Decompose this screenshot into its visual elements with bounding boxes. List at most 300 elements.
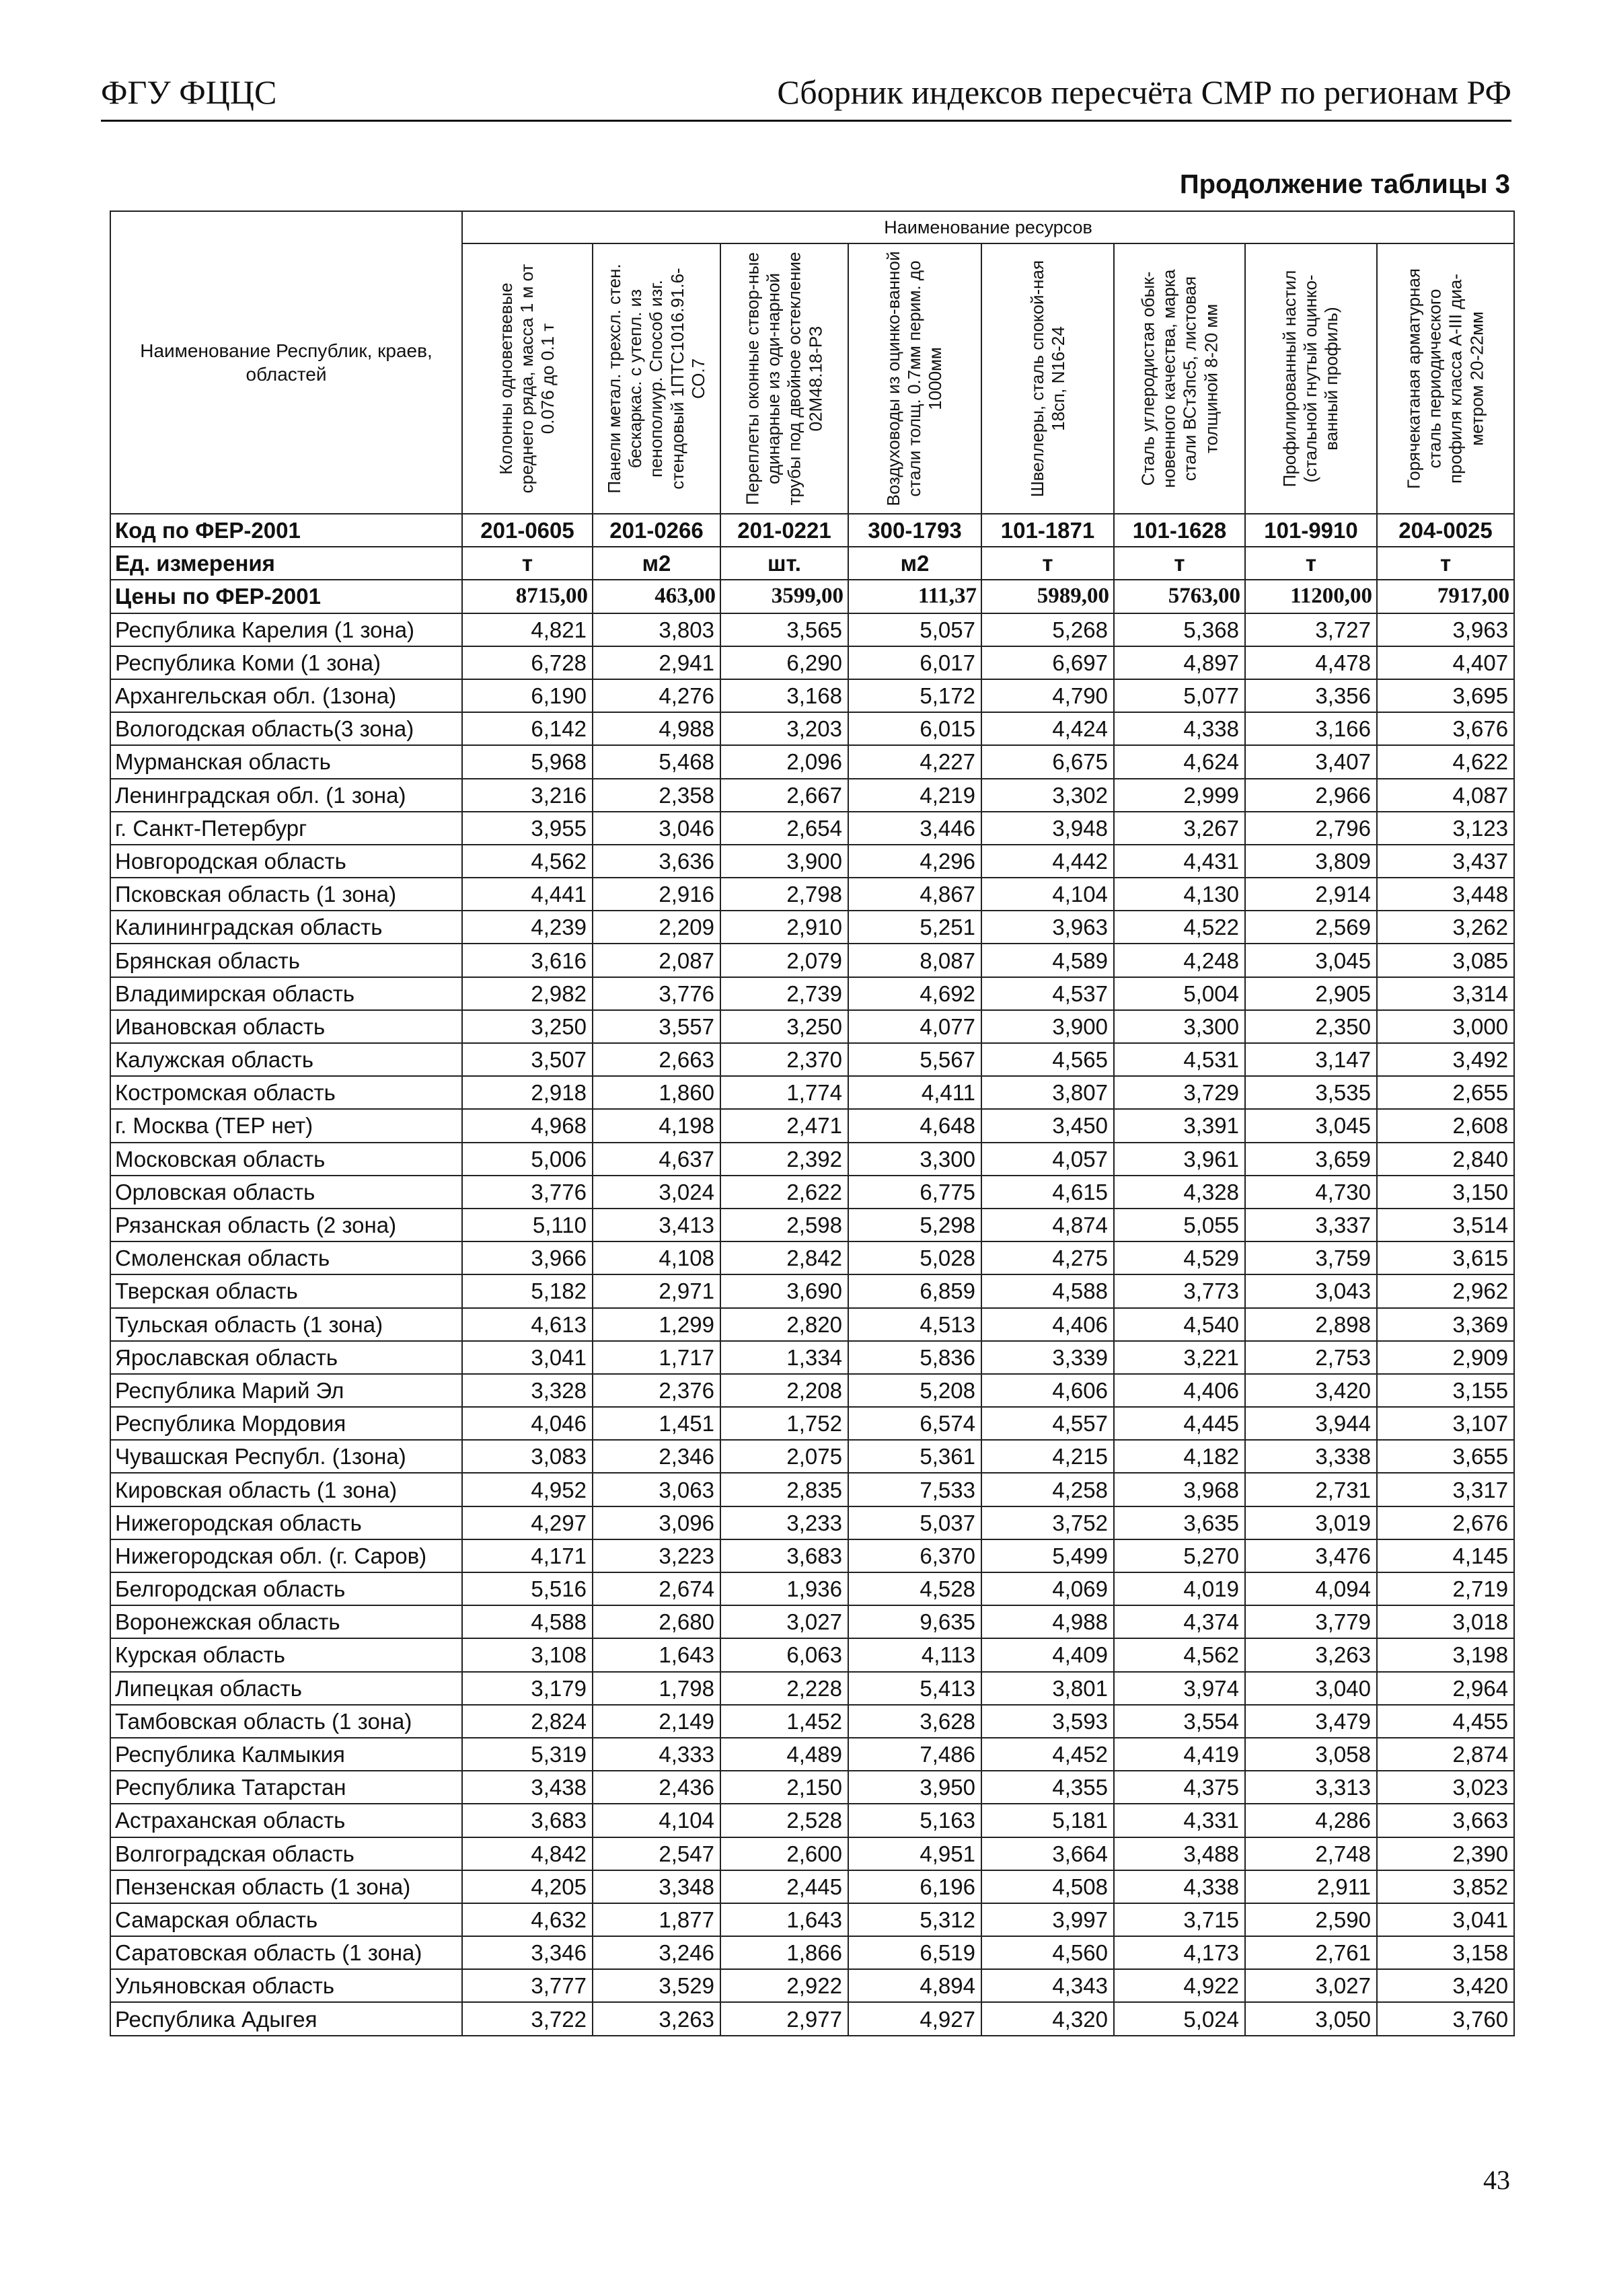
index-value: 2,209	[593, 911, 720, 944]
index-value: 3,107	[1377, 1407, 1514, 1440]
index-value: 5,024	[1114, 2002, 1245, 2035]
index-value: 3,317	[1377, 1473, 1514, 1506]
resource-column-header	[848, 243, 981, 514]
index-value: 3,096	[593, 1506, 720, 1539]
unit-row	[110, 547, 1514, 580]
table-row	[110, 911, 1514, 944]
index-value: 4,562	[462, 845, 593, 878]
region-name: Рязанская область (2 зона)	[110, 1209, 462, 1241]
index-value: 3,695	[1377, 679, 1514, 712]
header-rule	[101, 120, 1511, 122]
unit-row-cell: м2	[848, 547, 981, 580]
index-value: 4,219	[848, 779, 981, 812]
index-value: 4,513	[848, 1308, 981, 1341]
index-value: 4,821	[462, 613, 593, 646]
index-value: 1,299	[593, 1308, 720, 1341]
table-row	[110, 878, 1514, 911]
index-value: 2,977	[720, 2002, 848, 2035]
index-value: 1,860	[593, 1076, 720, 1109]
index-value: 4,338	[1114, 712, 1245, 745]
resource-column-label: Переплеты оконные створ-ные одинарные из оди-нарной трубы под двойное остекление 02М48.18-РЗ	[742, 252, 826, 506]
index-value: 5,968	[462, 745, 593, 778]
index-value: 6,775	[848, 1176, 981, 1209]
index-value: 4,296	[848, 845, 981, 878]
index-value: 3,593	[981, 1705, 1114, 1738]
table-row	[110, 1143, 1514, 1176]
index-value: 2,471	[720, 1109, 848, 1142]
index-value: 4,615	[981, 1176, 1114, 1209]
index-value: 3,636	[593, 845, 720, 878]
index-value: 3,803	[593, 613, 720, 646]
resource-column-label: Швеллеры, сталь спокой-ная 18сп, N16-24	[1026, 260, 1068, 498]
index-value: 2,346	[593, 1440, 720, 1473]
index-value: 4,113	[848, 1638, 981, 1671]
index-value: 4,988	[981, 1605, 1114, 1638]
index-value: 3,166	[1245, 712, 1377, 745]
index-value: 5,319	[462, 1738, 593, 1771]
index-value: 3,683	[720, 1539, 848, 1572]
index-value: 2,824	[462, 1705, 593, 1738]
fer-code-row-label: Код по ФЕР-2001	[110, 514, 462, 547]
resource-column-header	[462, 243, 593, 514]
table-row	[110, 1176, 1514, 1209]
table-row	[110, 1473, 1514, 1506]
header-title: Сборник индексов пересчёта СМР по регионам РФ	[777, 73, 1511, 111]
index-value: 2,350	[1245, 1010, 1377, 1043]
table-row	[110, 1374, 1514, 1407]
index-value: 3,413	[593, 1209, 720, 1241]
index-value: 4,431	[1114, 845, 1245, 878]
resource-column-label: Воздуховоды из оцинко-ванной стали толщ. 0.7мм перим. до 1000мм	[883, 251, 946, 506]
index-value: 4,927	[848, 2002, 981, 2035]
index-value: 3,348	[593, 1870, 720, 1903]
index-value: 4,087	[1377, 779, 1514, 812]
region-name: Республика Татарстан	[110, 1771, 462, 1804]
index-value: 2,739	[720, 977, 848, 1010]
index-value: 2,941	[593, 646, 720, 679]
resource-column-label: Профилированный настил (стальной гнутый оцинко-ванный профиль)	[1279, 270, 1342, 488]
region-name: Республика Карелия (1 зона)	[110, 613, 462, 646]
table-row	[110, 613, 1514, 646]
resource-column-header	[1114, 243, 1245, 514]
index-value: 2,680	[593, 1605, 720, 1638]
index-value: 2,228	[720, 1672, 848, 1705]
index-value: 4,968	[462, 1109, 593, 1142]
index-value: 3,179	[462, 1672, 593, 1705]
index-value: 6,063	[720, 1638, 848, 1671]
index-value: 3,557	[593, 1010, 720, 1043]
index-value: 2,674	[593, 1572, 720, 1605]
index-value: 2,982	[462, 977, 593, 1010]
table-row	[110, 1043, 1514, 1076]
index-value: 3,955	[462, 812, 593, 845]
table-row	[110, 1241, 1514, 1274]
index-value: 2,590	[1245, 1903, 1377, 1936]
region-name: Псковская область (1 зона)	[110, 878, 462, 911]
index-value: 2,569	[1245, 911, 1377, 944]
index-value: 3,250	[462, 1010, 593, 1043]
table-row	[110, 1936, 1514, 1969]
index-value: 4,173	[1114, 1936, 1245, 1969]
index-value: 4,528	[848, 1572, 981, 1605]
index-value: 3,043	[1245, 1274, 1377, 1307]
index-value: 1,643	[720, 1903, 848, 1936]
price-row-label: Цены по ФЕР-2001	[110, 580, 462, 613]
table-row	[110, 1076, 1514, 1109]
index-value: 4,258	[981, 1473, 1114, 1506]
index-value: 4,104	[593, 1804, 720, 1837]
index-value: 3,529	[593, 1969, 720, 2002]
index-value: 3,123	[1377, 812, 1514, 845]
index-value: 3,045	[1245, 1109, 1377, 1142]
index-value: 4,522	[1114, 911, 1245, 944]
index-value: 5,361	[848, 1440, 981, 1473]
table-row	[110, 1010, 1514, 1043]
table-row	[110, 646, 1514, 679]
price-row-cell: 3599,00	[720, 580, 848, 613]
unit-row-cell: т	[1377, 547, 1514, 580]
index-value: 4,565	[981, 1043, 1114, 1076]
index-value: 3,507	[462, 1043, 593, 1076]
table-row	[110, 1771, 1514, 1804]
index-value: 3,155	[1377, 1374, 1514, 1407]
region-name: Новгородская область	[110, 845, 462, 878]
table-row	[110, 944, 1514, 977]
index-value: 4,648	[848, 1109, 981, 1142]
unit-row-label: Ед. измерения	[110, 547, 462, 580]
price-row	[110, 580, 1514, 613]
index-value: 4,077	[848, 1010, 981, 1043]
index-value: 3,446	[848, 812, 981, 845]
index-value: 3,223	[593, 1539, 720, 1572]
index-value: 4,622	[1377, 745, 1514, 778]
index-value: 3,046	[593, 812, 720, 845]
index-value: 3,779	[1245, 1605, 1377, 1638]
index-value: 4,842	[462, 1837, 593, 1870]
price-row-cell: 5989,00	[981, 580, 1114, 613]
index-value: 2,731	[1245, 1473, 1377, 1506]
index-value: 4,145	[1377, 1539, 1514, 1572]
index-value: 2,149	[593, 1705, 720, 1738]
index-value: 3,944	[1245, 1407, 1377, 1440]
index-value: 3,314	[1377, 977, 1514, 1010]
index-value: 1,774	[720, 1076, 848, 1109]
region-name: Липецкая область	[110, 1672, 462, 1705]
table-row	[110, 1109, 1514, 1142]
index-value: 2,547	[593, 1837, 720, 1870]
index-value: 3,216	[462, 779, 593, 812]
index-value: 4,276	[593, 679, 720, 712]
index-value: 5,037	[848, 1506, 981, 1539]
index-value: 3,801	[981, 1672, 1114, 1705]
index-value: 4,874	[981, 1209, 1114, 1241]
index-value: 6,675	[981, 745, 1114, 778]
index-value: 3,045	[1245, 944, 1377, 977]
table-row	[110, 1969, 1514, 2002]
table-row	[110, 779, 1514, 812]
index-value: 3,300	[848, 1143, 981, 1176]
resource-column-label: Колонны одноветвевые среднего ряда, масса 1 м от 0.076 до 0.1 т	[496, 264, 558, 494]
index-value: 2,655	[1377, 1076, 1514, 1109]
index-value: 5,181	[981, 1804, 1114, 1837]
region-name: Ивановская область	[110, 1010, 462, 1043]
index-value: 2,999	[1114, 779, 1245, 812]
index-value: 2,753	[1245, 1341, 1377, 1374]
index-value: 2,820	[720, 1308, 848, 1341]
index-value: 2,445	[720, 1870, 848, 1903]
index-value: 5,028	[848, 1241, 981, 1274]
index-value: 3,302	[981, 779, 1114, 812]
index-value: 4,328	[1114, 1176, 1245, 1209]
index-value: 4,182	[1114, 1440, 1245, 1473]
index-value: 4,198	[593, 1109, 720, 1142]
index-value: 3,041	[1377, 1903, 1514, 1936]
table-row	[110, 1572, 1514, 1605]
table-row	[110, 1341, 1514, 1374]
index-value: 4,205	[462, 1870, 593, 1903]
index-value: 5,251	[848, 911, 981, 944]
fer-code-row-cell: 101-1871	[981, 514, 1114, 547]
index-value: 2,898	[1245, 1308, 1377, 1341]
region-name: Саратовская область (1 зона)	[110, 1936, 462, 1969]
index-value: 3,369	[1377, 1308, 1514, 1341]
index-value: 3,635	[1114, 1506, 1245, 1539]
index-value: 3,476	[1245, 1539, 1377, 1572]
index-value: 4,286	[1245, 1804, 1377, 1837]
index-value: 4,951	[848, 1837, 981, 1870]
region-name: Белгородская область	[110, 1572, 462, 1605]
index-value: 6,017	[848, 646, 981, 679]
region-column-header: Наименование Республик, краев, областей	[110, 211, 462, 514]
region-name: Тульская область (1 зона)	[110, 1308, 462, 1341]
region-name: Мурманская область	[110, 745, 462, 778]
index-value: 2,840	[1377, 1143, 1514, 1176]
index-table	[110, 211, 1515, 2036]
index-value: 2,910	[720, 911, 848, 944]
index-value: 5,110	[462, 1209, 593, 1241]
index-value: 2,376	[593, 1374, 720, 1407]
index-value: 4,537	[981, 977, 1114, 1010]
index-value: 1,866	[720, 1936, 848, 1969]
index-value: 4,897	[1114, 646, 1245, 679]
index-value: 4,560	[981, 1936, 1114, 1969]
table-row	[110, 1506, 1514, 1539]
table-row	[110, 845, 1514, 878]
index-value: 4,588	[981, 1274, 1114, 1307]
index-value: 2,964	[1377, 1672, 1514, 1705]
resource-column-label: Панели метал. трехсл. стен. бескаркас. с утепл. из пенополиур. Способ изг. стендовый 1ПТС1016.91.6-СО.7	[604, 264, 708, 494]
index-value: 4,637	[593, 1143, 720, 1176]
region-name: Республика Мордовия	[110, 1407, 462, 1440]
index-value: 3,437	[1377, 845, 1514, 878]
index-value: 3,168	[720, 679, 848, 712]
index-value: 4,407	[1377, 646, 1514, 679]
index-value: 4,790	[981, 679, 1114, 712]
region-name: Смоленская область	[110, 1241, 462, 1274]
index-value: 3,085	[1377, 944, 1514, 977]
index-value: 5,182	[462, 1274, 593, 1307]
index-value: 5,077	[1114, 679, 1245, 712]
index-value: 2,835	[720, 1473, 848, 1506]
index-value: 3,356	[1245, 679, 1377, 712]
region-name: Волгоградская область	[110, 1837, 462, 1870]
index-value: 3,615	[1377, 1241, 1514, 1274]
region-name: Самарская область	[110, 1903, 462, 1936]
index-value: 4,227	[848, 745, 981, 778]
index-value: 2,966	[1245, 779, 1377, 812]
index-value: 4,441	[462, 878, 593, 911]
index-value: 3,690	[720, 1274, 848, 1307]
index-value: 3,997	[981, 1903, 1114, 1936]
index-value: 3,900	[981, 1010, 1114, 1043]
fer-code-row-cell: 101-9910	[1245, 514, 1377, 547]
index-value: 4,988	[593, 712, 720, 745]
index-value: 3,233	[720, 1506, 848, 1539]
index-value: 3,391	[1114, 1109, 1245, 1142]
index-value: 4,589	[981, 944, 1114, 977]
index-value: 3,664	[981, 1837, 1114, 1870]
index-value: 3,514	[1377, 1209, 1514, 1241]
index-value: 4,624	[1114, 745, 1245, 778]
index-value: 2,436	[593, 1771, 720, 1804]
index-value: 2,667	[720, 779, 848, 812]
resource-column-header	[593, 243, 720, 514]
index-value: 4,411	[848, 1076, 981, 1109]
index-value: 3,338	[1245, 1440, 1377, 1473]
price-row-cell: 7917,00	[1377, 580, 1514, 613]
index-value: 3,727	[1245, 613, 1377, 646]
index-value: 4,275	[981, 1241, 1114, 1274]
fer-code-row-cell: 201-0221	[720, 514, 848, 547]
index-value: 3,715	[1114, 1903, 1245, 1936]
index-value: 6,142	[462, 712, 593, 745]
index-value: 4,529	[1114, 1241, 1245, 1274]
index-value: 3,108	[462, 1638, 593, 1671]
index-value: 3,628	[848, 1705, 981, 1738]
index-value: 2,392	[720, 1143, 848, 1176]
table-row	[110, 1440, 1514, 1473]
index-value: 6,728	[462, 646, 593, 679]
price-row-cell: 11200,00	[1245, 580, 1377, 613]
index-value: 2,598	[720, 1209, 848, 1241]
region-name: Астраханская область	[110, 1804, 462, 1837]
table-row	[110, 1738, 1514, 1771]
index-value: 2,663	[593, 1043, 720, 1076]
index-value: 3,554	[1114, 1705, 1245, 1738]
fer-code-row-cell: 201-0605	[462, 514, 593, 547]
index-value: 1,334	[720, 1341, 848, 1374]
table-row	[110, 1274, 1514, 1307]
index-value: 3,776	[593, 977, 720, 1010]
index-value: 4,730	[1245, 1176, 1377, 1209]
index-value: 4,540	[1114, 1308, 1245, 1341]
index-value: 1,936	[720, 1572, 848, 1605]
index-value: 3,420	[1377, 1969, 1514, 2002]
unit-row-cell: т	[462, 547, 593, 580]
index-value: 3,852	[1377, 1870, 1514, 1903]
resource-group-header: Наименование ресурсов	[462, 211, 1514, 243]
table-row	[110, 745, 1514, 778]
index-value: 3,488	[1114, 1837, 1245, 1870]
index-value: 4,424	[981, 712, 1114, 745]
index-value: 3,900	[720, 845, 848, 878]
index-value: 3,492	[1377, 1043, 1514, 1076]
index-value: 3,729	[1114, 1076, 1245, 1109]
index-value: 3,027	[1245, 1969, 1377, 2002]
index-value: 2,370	[720, 1043, 848, 1076]
index-value: 2,087	[593, 944, 720, 977]
index-value: 3,968	[1114, 1473, 1245, 1506]
index-value: 4,374	[1114, 1605, 1245, 1638]
unit-row-cell: шт.	[720, 547, 848, 580]
index-value: 2,528	[720, 1804, 848, 1837]
resource-column-header	[981, 243, 1114, 514]
region-name: Республика Адыгея	[110, 2002, 462, 2035]
region-name: Нижегородская обл. (г. Саров)	[110, 1539, 462, 1572]
table-row	[110, 1605, 1514, 1638]
index-value: 3,966	[462, 1241, 593, 1274]
index-value: 3,535	[1245, 1076, 1377, 1109]
index-value: 2,748	[1245, 1837, 1377, 1870]
index-value: 4,331	[1114, 1804, 1245, 1837]
index-value: 3,263	[593, 2002, 720, 2035]
index-value: 3,759	[1245, 1241, 1377, 1274]
index-value: 5,836	[848, 1341, 981, 1374]
index-value: 5,567	[848, 1043, 981, 1076]
index-value: 1,452	[720, 1705, 848, 1738]
region-name: Орловская область	[110, 1176, 462, 1209]
index-value: 3,448	[1377, 878, 1514, 911]
index-value: 3,000	[1377, 1010, 1514, 1043]
index-value: 5,270	[1114, 1539, 1245, 1572]
index-value: 4,130	[1114, 878, 1245, 911]
table-row	[110, 679, 1514, 712]
table-row	[110, 1407, 1514, 1440]
index-value: 3,950	[848, 1771, 981, 1804]
index-value: 2,905	[1245, 977, 1377, 1010]
index-value: 2,796	[1245, 812, 1377, 845]
index-value: 4,692	[848, 977, 981, 1010]
unit-row-cell: т	[1114, 547, 1245, 580]
index-value: 3,050	[1245, 2002, 1377, 2035]
index-value: 4,409	[981, 1638, 1114, 1671]
index-value: 4,338	[1114, 1870, 1245, 1903]
price-row-cell: 5763,00	[1114, 580, 1245, 613]
index-value: 5,516	[462, 1572, 593, 1605]
resource-column-label: Сталь углеродистая обык-новенного качества, марка стали ВСт3пс5, листовая толщиной 8-20 мм	[1137, 269, 1221, 488]
index-value: 4,094	[1245, 1572, 1377, 1605]
index-value: 3,479	[1245, 1705, 1377, 1738]
index-value: 4,375	[1114, 1771, 1245, 1804]
index-value: 6,697	[981, 646, 1114, 679]
index-value: 1,752	[720, 1407, 848, 1440]
table-row	[110, 1638, 1514, 1671]
index-value: 4,508	[981, 1870, 1114, 1903]
index-value: 6,196	[848, 1870, 981, 1903]
table-continuation-title: Продолжение таблицы 3	[1179, 169, 1510, 199]
index-value: 3,616	[462, 944, 593, 977]
region-name: Кировская область (1 зона)	[110, 1473, 462, 1506]
index-value: 2,358	[593, 779, 720, 812]
region-name: Архангельская обл. (1зона)	[110, 679, 462, 712]
index-value: 5,298	[848, 1209, 981, 1241]
table-row	[110, 1672, 1514, 1705]
index-value: 2,916	[593, 878, 720, 911]
index-value: 3,023	[1377, 1771, 1514, 1804]
table-row	[110, 1837, 1514, 1870]
index-value: 1,451	[593, 1407, 720, 1440]
index-value: 4,333	[593, 1738, 720, 1771]
